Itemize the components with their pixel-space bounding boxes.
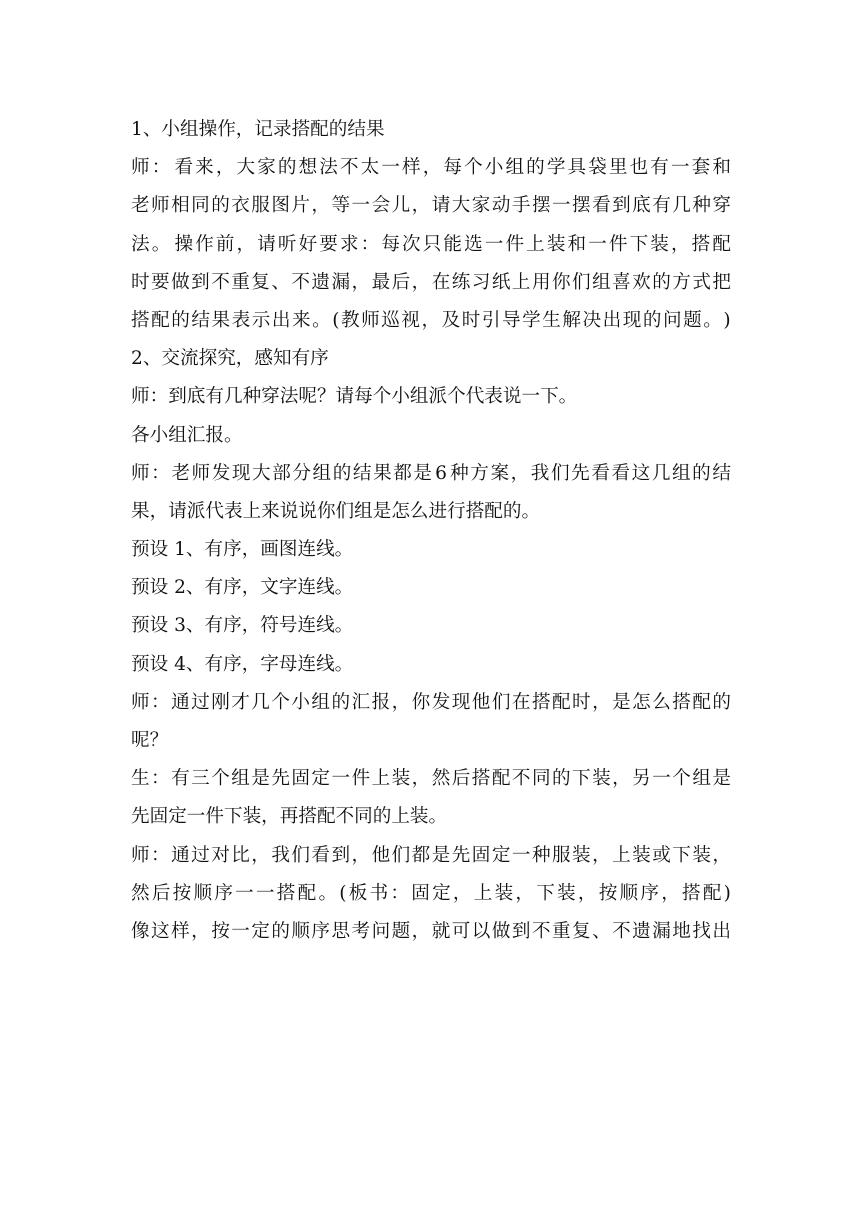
text-line-10: 师 ： 老 师 发 现 大 部 分 组 的 结 果 都 是 6 种 方 案 ， 我 们 先 看 看 这 几 组 的 结 <box>131 462 731 484</box>
text-line-7: 2、交流探究，感知有序 <box>131 348 329 370</box>
text-line-5: 时 要 做 到 不 重 复 、 不 遗 漏 ， 最 后 ， 在 练 习 纸 上 用 你 们 组 喜 欢 的 方 式 把 <box>131 271 731 293</box>
text-line-17: 呢？ <box>131 730 169 751</box>
text-line-12: 预设 1、有序，画图连线。 <box>131 539 354 561</box>
text-line-16: 师 ： 通 过 刚 才 几 个 小 组 的 汇 报 ， 你 发 现 他 们 在 搭 配 时 ， 是 怎 么 搭 配 的 <box>131 691 731 713</box>
text-line-21: 然 后 按 顺 序 一 一 搭 配 。 ( 板 书 ： 固 定 ， 上 装 ， 下 装 ， 按 顺 序 ， 搭 配 ) <box>131 882 731 904</box>
text-line-6: 搭 配 的 结 果 表 示 出 来 。 ( 教 师 巡 视 ， 及 时 引 导 学 生 解 决 出 现 的 问 题 。 ) <box>131 309 731 331</box>
text-line-19: 先固定一件下装，再搭配不同的上装。 <box>131 806 448 828</box>
text-line-13: 预设 2、有序，文字连线。 <box>131 577 354 599</box>
text-line-14: 预设 3、有序，符号连线。 <box>131 615 354 637</box>
text-line-20: 师 ： 通 过 对 比 ， 我 们 看 到 ， 他 们 都 是 先 固 定 一 种 服 装 ， 上 装 或 下 装 ， <box>131 844 731 866</box>
text-line-2: 师 ： 看 来 ， 大 家 的 想 法 不 太 一 样 ， 每 个 小 组 的 学 具 袋 里 也 有 一 套 和 <box>131 157 731 179</box>
text-line-11: 果，请派代表上来说说你们组是怎么进行搭配的。 <box>131 500 541 522</box>
text-line-1: 1、小组操作，记录搭配的结果 <box>131 119 385 140</box>
text-line-22: 像 这 样 ， 按 一 定 的 顺 序 思 考 问 题 ， 就 可 以 做 到 不 重 复 、 不 遗 漏 地 找 出 <box>131 920 731 942</box>
text-line-3: 老 师 相 同 的 衣 服 图 片 ， 等 一 会 儿 ， 请 大 家 动 手 摆 一 摆 看 到 底 有 几 种 穿 <box>131 195 731 217</box>
text-line-4: 法 。 操 作 前 ， 请 听 好 要 求 ： 每 次 只 能 选 一 件 上 装 和 一 件 下 装 ， 搭 配 <box>131 233 731 255</box>
text-line-18: 生 ： 有 三 个 组 是 先 固 定 一 件 上 装 ， 然 后 搭 配 不 同 的 下 装 ， 另 一 个 组 是 <box>131 768 731 790</box>
document-body <box>131 111 731 951</box>
text-line-8: 师：到底有几种穿法呢？请每个小组派个代表说一下。 <box>131 386 578 408</box>
text-line-15: 预设 4、有序，字母连线。 <box>131 653 354 675</box>
text-line-9: 各小组汇报。 <box>131 424 243 446</box>
